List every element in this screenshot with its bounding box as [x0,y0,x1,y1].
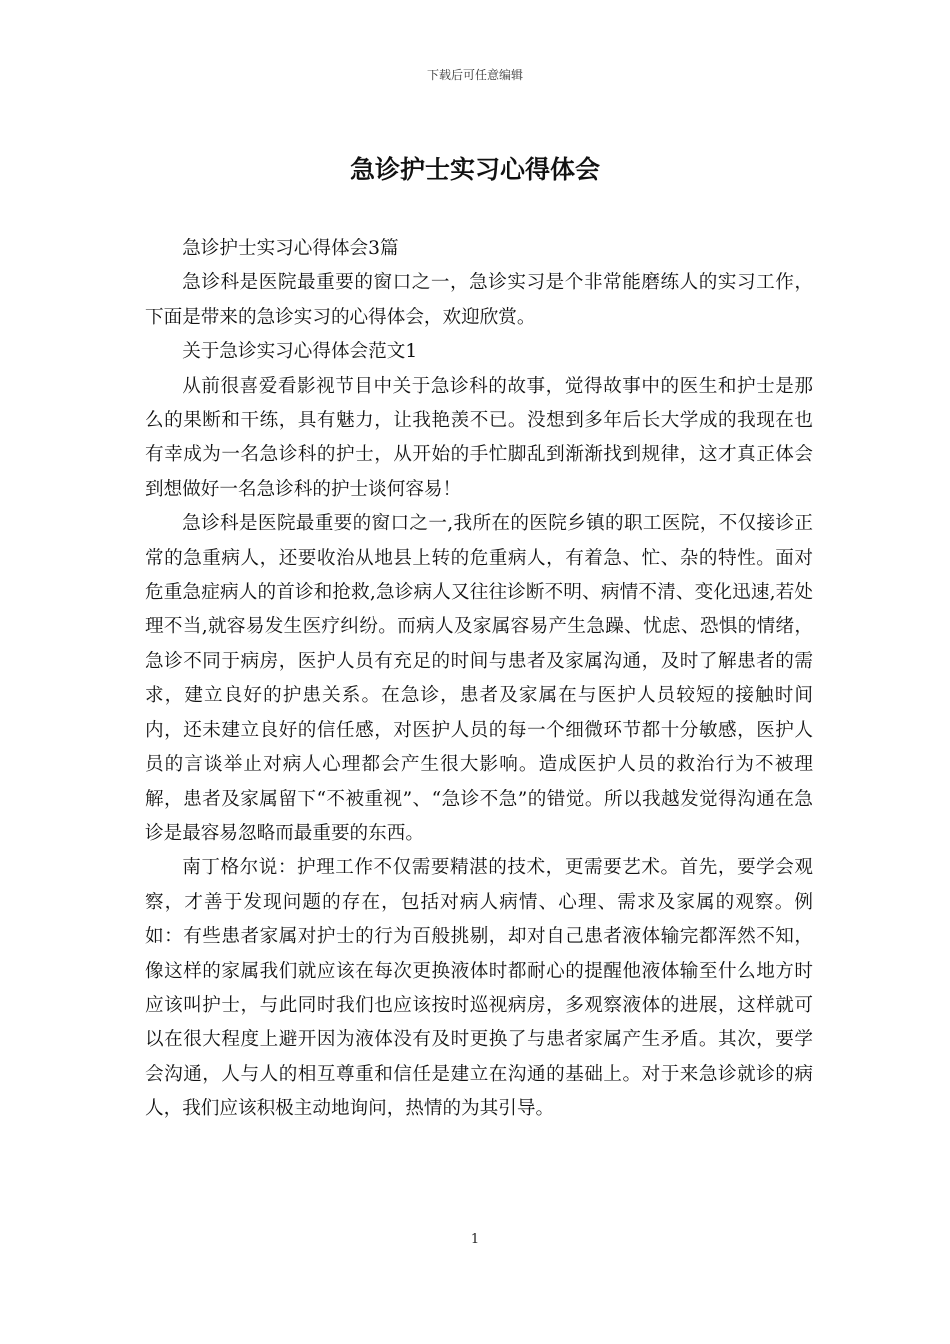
paragraph-body: 南丁格尔说：护理工作不仅需要精湛的技术，更需要艺术。首先，要学会观察，才善于发现问题的存在，包括对病人病情、心理、需求及家属的观察。例如：有些患者家属对护士的行为百般挑剔，却对自己患者液体输完都浑然不知，像这样的家属我们就应该在每次更换液体时都耐心的提醒他液体输至什么地方时应该叫护士，与此同时我们也应该按时巡视病房，多观察液体的进展，这样就可以在很大程度上避开因为液体没有及时更换了与患者家属产生矛盾。其次，要学会沟通，人与人的相互尊重和信任是建立在沟通的基础上。对于来急诊就诊的病人，我们应该积极主动地询问，热情的为其引导。 [145,857,813,1120]
paragraph-subtitle: 急诊护士实习心得体会3篇 [182,238,399,259]
paragraph-section-heading: 关于急诊实习心得体会范文1 [182,341,418,363]
paragraph-body: 从前很喜爱看影视节目中关于急诊科的故事，觉得故事中的医生和护士是那么的果断和干练，具有魅力，让我艳羡不已。没想到多年后长大学成的我现在也有幸成为一名急诊科的护士，从开始的手忙脚乱到渐渐找到规律，这才真正体会到想做好一名急诊科的护士谈何容易！ [145,375,813,500]
page-header-note: 下载后可任意编辑 [426,68,523,82]
paragraph-body: 急诊科是医院最重要的窗口之一,我所在的医院乡镇的职工医院，不仅接诊正常的急重病人，还要收治从地县上转的危重病人，有着急、忙、杂的特性。面对危重急症病人的首诊和抢救,急诊病人又往往诊断不明、病情不清、变化迅速,若处理不当,就容易发生医疗纠纷。而病人及家属容易产生急躁、忧虑、恐惧的情绪，急诊不同于病房，医护人员有充足的时间与患者及家属沟通，及时了解患者的需求，建立良好的护患关系。在急诊，患者及家属在与医护人员较短的接触时间内，还未建立良好的信任感，对医护人员的每一个细微环节都十分敏感，医护人员的言谈举止对病人心理都会产生很大影响。造成医护人员的救治行为不被理解，患者及家属留下“不被重视”、“急诊不急”的错觉。所以我越发觉得沟通在急诊是最容易忽略而最重要的东西。 [145,513,813,844]
page-number: 1 [470,1232,480,1247]
document-body [145,232,813,1127]
document-title: 急诊护士实习心得体会 [349,155,600,184]
paragraph-intro: 急诊科是医院最重要的窗口之一，急诊实习是个非常能磨练人的实习工作，下面是带来的急诊实习的心得体会，欢迎欣赏。 [145,272,813,328]
